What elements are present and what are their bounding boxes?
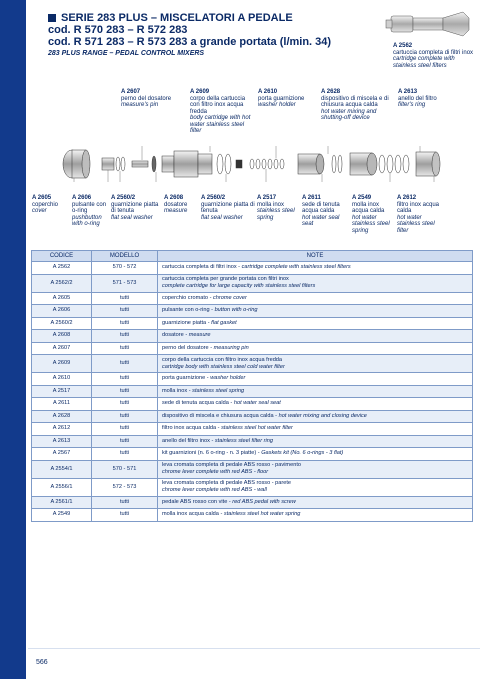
- note-it: cartuccia completa di filtri inox: [162, 264, 237, 271]
- top-component-code: A 2562: [393, 43, 413, 49]
- label-below: [302, 195, 348, 228]
- cell-model: tutti: [92, 448, 158, 461]
- label-it: guarnizione piatta di tenuta: [201, 201, 255, 214]
- cell-model: tutti: [92, 398, 158, 411]
- note-it: molla inox acqua calda: [162, 511, 219, 518]
- note-en: complete cartridge for large capacity with stainless steel filters: [162, 283, 316, 289]
- cell-note: [158, 509, 473, 522]
- cell-code: A 2562/2: [32, 274, 92, 292]
- cell-model: tutti: [92, 317, 158, 330]
- note-line: [162, 511, 468, 518]
- cell-code: A 2611: [32, 398, 92, 411]
- label-en: pushbutton with o-ring: [72, 214, 102, 227]
- cell-model: 572 - 573: [92, 478, 158, 496]
- table-row: [32, 448, 473, 461]
- label-it: corpo della cartuccia con filtro inox acqua fredda: [190, 95, 246, 115]
- cell-code: A 2609: [32, 355, 92, 373]
- note-line: [162, 357, 468, 364]
- table-row: [32, 274, 473, 292]
- cell-model: tutti: [92, 385, 158, 398]
- label-en: cover: [32, 208, 47, 214]
- note-line: [162, 283, 468, 290]
- note-en: washer holder: [210, 375, 246, 382]
- note-it: pulsante con o-ring: [162, 307, 210, 314]
- note-it: sede di tenuta acqua calda: [162, 400, 229, 407]
- label-en: stainless steel spring: [257, 208, 295, 221]
- label-code: A 2608: [164, 195, 184, 201]
- note-en: chrome lever complete with red ABS - floor: [162, 469, 269, 475]
- cell-code: A 2561/1: [32, 496, 92, 509]
- label-it: anello del filtro: [398, 95, 437, 102]
- page-title: [48, 12, 358, 24]
- label-below: [397, 195, 441, 234]
- table-row: [32, 496, 473, 509]
- label-it: molla inox acqua calda: [352, 201, 385, 214]
- table-row: [32, 509, 473, 522]
- label-below: [164, 195, 198, 215]
- header-modello: MODELLO: [92, 251, 158, 262]
- note-it: corpo della cartuccia con filtro inox acqua fredda: [162, 356, 283, 363]
- title-text: SERIE 283 PLUS – MISCELATORI A PEDALE: [61, 12, 293, 24]
- footer-rule: [28, 648, 480, 649]
- label-it: filtro inox acqua calda: [397, 201, 440, 214]
- note-line: [162, 413, 468, 420]
- sidebar-band: [0, 0, 26, 679]
- cell-model: tutti: [92, 355, 158, 373]
- exploded-parts-illustration: [60, 146, 460, 182]
- table-row: [32, 342, 473, 355]
- cell-code: A 2605: [32, 292, 92, 305]
- note-separator: -: [216, 425, 222, 432]
- label-code: A 2549: [352, 195, 372, 201]
- note-en: chrome cover: [213, 294, 247, 301]
- table-row: [32, 355, 473, 373]
- label-below: [257, 195, 297, 221]
- note-en: Gaskets kit (No. 6 o-rings - 3 flat): [261, 450, 344, 457]
- top-component-en: cartridge complete with stainless steel filters: [393, 56, 455, 69]
- cell-model: tutti: [92, 509, 158, 522]
- label-below: [111, 195, 161, 221]
- label-en: measure: [164, 208, 188, 214]
- cell-code: A 2606: [32, 305, 92, 318]
- note-it: perno del dosatore: [162, 344, 209, 351]
- note-line: [162, 320, 468, 327]
- cell-code: A 2549: [32, 509, 92, 522]
- note-separator: -: [218, 511, 224, 518]
- label-above: [121, 89, 181, 109]
- table-row: [32, 262, 473, 275]
- label-below: [201, 195, 255, 221]
- note-line: [162, 332, 468, 339]
- note-it: coperchio cromato: [162, 294, 209, 301]
- label-below: [352, 195, 392, 234]
- cell-model: tutti: [92, 342, 158, 355]
- note-line: [162, 438, 468, 445]
- label-en: hot water stainless steel filter: [397, 214, 435, 234]
- cell-model: tutti: [92, 496, 158, 509]
- label-code: A 2611: [302, 195, 321, 201]
- note-line: [162, 425, 468, 432]
- cell-note: [158, 398, 473, 411]
- note-it: cartuccia completa per grande portata con filtri inox: [162, 276, 289, 282]
- note-it: anello del filtro inox: [162, 437, 210, 444]
- table-row: [32, 398, 473, 411]
- cell-model: tutti: [92, 373, 158, 386]
- cell-code: A 2613: [32, 435, 92, 448]
- label-it: porta guarnizione: [258, 95, 305, 102]
- cell-note: [158, 317, 473, 330]
- cell-code: A 2567: [32, 448, 92, 461]
- table-row: [32, 292, 473, 305]
- note-line: [162, 375, 468, 382]
- note-it: molla inox: [162, 387, 188, 394]
- cell-code: A 2628: [32, 410, 92, 423]
- header-note: NOTE: [158, 251, 473, 262]
- page-header: [48, 12, 358, 58]
- note-en: red ABS pedal with screw: [232, 498, 296, 505]
- note-line: [162, 364, 468, 371]
- note-separator: -: [187, 387, 193, 394]
- cell-note: [158, 423, 473, 436]
- table-row: [32, 460, 473, 478]
- top-component-it: cartuccia completa di filtri inox: [393, 49, 474, 56]
- note-en: button with o-ring: [214, 307, 258, 314]
- note-it: filtro inox acqua calda: [162, 425, 217, 432]
- note-line: [162, 480, 468, 487]
- cell-model: tutti: [92, 435, 158, 448]
- note-separator: -: [227, 498, 233, 505]
- note-en: stainless steel spring: [192, 387, 245, 394]
- cell-model: 570 - 571: [92, 460, 158, 478]
- note-separator: -: [236, 264, 242, 271]
- note-separator: -: [209, 307, 215, 314]
- note-it: kit guarnizioni (n. 6 o-ring - n. 3 piatte): [162, 450, 257, 457]
- label-code: A 2613: [398, 89, 418, 95]
- cell-code: A 2556/1: [32, 478, 92, 496]
- cartridge-illustration: [385, 8, 473, 42]
- label-code: A 2607: [121, 89, 141, 95]
- note-en: cartridge body with stainless steel cold water filter: [162, 363, 285, 370]
- cell-note: [158, 330, 473, 343]
- note-en: flat gasket: [211, 319, 237, 326]
- note-en: measuring pin: [213, 344, 249, 351]
- cell-code: A 2610: [32, 373, 92, 386]
- cell-note: [158, 305, 473, 318]
- cell-note: [158, 460, 473, 478]
- label-it: sede di tenuta acqua calda: [302, 201, 340, 214]
- cell-note: [158, 385, 473, 398]
- note-separator: -: [206, 319, 212, 326]
- label-it: pulsante con o-ring: [72, 201, 107, 214]
- note-separator: -: [208, 344, 214, 351]
- label-above: [190, 89, 252, 135]
- label-it: perno del dosatore: [121, 95, 172, 102]
- note-line: [162, 276, 468, 283]
- note-en: measure: [188, 332, 211, 339]
- note-it: dispositivo di miscela e chiusura acqua calda: [162, 412, 274, 419]
- note-line: [162, 388, 468, 395]
- note-line: [162, 295, 468, 302]
- note-separator: -: [209, 437, 215, 444]
- label-code: A 2628: [321, 89, 341, 95]
- label-en: flat seal washer: [201, 214, 243, 221]
- label-below: [72, 195, 108, 228]
- cell-model: 570 - 572: [92, 262, 158, 275]
- note-en: hot water mixing and closing device: [278, 412, 367, 419]
- label-it: dosatore: [164, 201, 188, 208]
- label-above: [258, 89, 313, 109]
- note-separator: -: [205, 375, 211, 382]
- cell-code: A 2612: [32, 423, 92, 436]
- cell-note: [158, 373, 473, 386]
- note-line: [162, 469, 468, 476]
- cell-model: tutti: [92, 423, 158, 436]
- page-number: 566: [36, 659, 48, 666]
- note-en: cartridge complete with stainless steel filters: [241, 264, 351, 271]
- note-line: [162, 450, 468, 457]
- table-row: [32, 435, 473, 448]
- cell-code: A 2607: [32, 342, 92, 355]
- cell-model: tutti: [92, 410, 158, 423]
- note-en: chrome lever complete with red ABS - wall: [162, 487, 267, 493]
- label-code: A 2560/2: [201, 195, 226, 201]
- note-separator: -: [208, 294, 213, 301]
- label-en: body cartridge with hot water stainless steel filter: [190, 115, 251, 134]
- code-line-2: cod. R 571 283 – R 573 283 a grande portata (l/min. 34): [48, 36, 332, 48]
- cell-model: 571 - 573: [92, 274, 158, 292]
- note-line: [162, 499, 468, 506]
- label-en: hot water stainless steel spring: [352, 214, 390, 234]
- cell-model: tutti: [92, 292, 158, 305]
- note-it: dosatore: [162, 332, 184, 339]
- label-it: molla inox: [257, 201, 285, 208]
- cell-note: [158, 355, 473, 373]
- header-codice: CODICE: [32, 251, 92, 262]
- note-line: [162, 307, 468, 314]
- table-row: [32, 423, 473, 436]
- cell-note: [158, 274, 473, 292]
- note-line: [162, 462, 468, 469]
- label-code: A 2517: [257, 195, 277, 201]
- cell-note: [158, 435, 473, 448]
- table-row: [32, 478, 473, 496]
- note-it: leva cromata completa di pedale ABS rosso - parete: [162, 480, 292, 486]
- cell-model: tutti: [92, 330, 158, 343]
- cell-code: A 2560/2: [32, 317, 92, 330]
- note-line: [162, 400, 468, 407]
- top-component-label: [393, 43, 475, 69]
- cell-note: [158, 292, 473, 305]
- table-row: [32, 373, 473, 386]
- cell-model: tutti: [92, 305, 158, 318]
- label-en: flat seal washer: [111, 214, 153, 221]
- label-code: A 2610: [258, 89, 278, 95]
- label-code: A 2606: [72, 195, 92, 201]
- cell-code: A 2554/1: [32, 460, 92, 478]
- cell-code: A 2608: [32, 330, 92, 343]
- note-en: stainless steel filter ring: [214, 437, 274, 444]
- spare-parts-table: [31, 250, 473, 522]
- table-row: [32, 305, 473, 318]
- label-above: [321, 89, 391, 122]
- label-en: measure's pin: [121, 102, 159, 108]
- label-code: A 2612: [397, 195, 417, 201]
- table-row: [32, 317, 473, 330]
- cell-note: [158, 262, 473, 275]
- cell-code: A 2517: [32, 385, 92, 398]
- label-it: coperchio: [32, 201, 59, 208]
- label-en: filter's ring: [398, 102, 426, 108]
- cell-note: [158, 410, 473, 423]
- note-line: [162, 264, 468, 271]
- label-it: dispositivo di miscela e di chiusura acqua calda: [321, 95, 389, 108]
- table-row: [32, 330, 473, 343]
- label-en: hot water mixing and shutting-off device: [321, 108, 377, 121]
- note-line: [162, 487, 468, 494]
- label-below: [32, 195, 68, 215]
- note-it: guarnizione piatta: [162, 319, 207, 326]
- label-en: washer holder: [258, 102, 296, 108]
- label-above: [398, 89, 460, 109]
- label-en: hot water seal seat: [302, 214, 340, 227]
- note-separator: -: [273, 412, 279, 419]
- table-row: [32, 385, 473, 398]
- note-en: stainless steel hot water filter: [221, 425, 293, 432]
- note-it: pedale ABS rosso con vite: [162, 498, 228, 505]
- label-code: A 2605: [32, 195, 52, 201]
- note-it: porta guarnizione: [162, 375, 206, 382]
- cell-code: A 2562: [32, 262, 92, 275]
- cell-note: [158, 478, 473, 496]
- note-separator: -: [256, 450, 262, 457]
- cell-note: [158, 496, 473, 509]
- note-it: leva cromata completa di pedale ABS rosso - pavimento: [162, 462, 301, 468]
- page-subtitle: 283 PLUS RANGE – PEDAL CONTROL MIXERS: [48, 50, 205, 57]
- code-line-1: cod. R 570 283 – R 572 283: [48, 24, 188, 36]
- label-code: A 2560/2: [111, 195, 136, 201]
- note-en: hot water seal seat: [233, 400, 281, 407]
- cell-note: [158, 342, 473, 355]
- note-separator: -: [183, 332, 189, 339]
- title-bullet-icon: [48, 14, 56, 22]
- note-separator: -: [228, 400, 234, 407]
- note-en: stainless steel hot water spring: [223, 511, 301, 518]
- note-line: [162, 345, 468, 352]
- label-code: A 2609: [190, 89, 210, 95]
- table-row: [32, 410, 473, 423]
- cell-note: [158, 448, 473, 461]
- label-it: guarnizione piatta di tenuta: [111, 201, 159, 214]
